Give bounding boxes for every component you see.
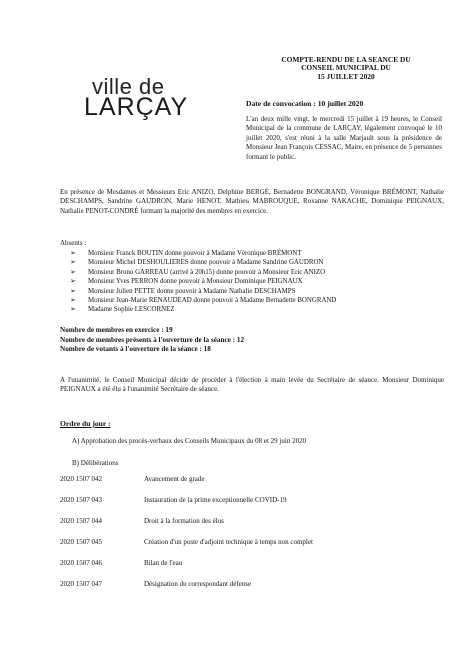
deliberation-label: Instauration de la prime exceptionnelle COVID-19: [144, 496, 287, 504]
absent-text: Monsieur Michel DESHOULIERES donne pouvoir à Madame Sandrine GAUDRON: [88, 259, 324, 267]
logo-line-1: ville de: [92, 74, 165, 99]
list-item: [60, 296, 336, 305]
absent-text: Monsieur Franck BOUTIN donne pouvoir à Madame Véronique BRÉMONT: [88, 250, 302, 257]
absent-text: Monsieur Bruno GARREAU (arrivé à 20h15) donne pouvoir à Monsieur Eric ANIZO: [88, 268, 326, 276]
deliberation-number: 2020 1507 043: [60, 496, 102, 504]
count-line: Nombre de membres présents à l'ouverture de la séance : 12: [60, 335, 245, 344]
list-item: [60, 287, 336, 296]
absents-list: [60, 249, 336, 315]
deliberation-label: Bilan de l'eau: [144, 559, 183, 567]
arrow-bullet-icon: ➢: [70, 296, 76, 305]
presence-paragraph: En présence de Mesdames et Messieurs Eric ANIZO, Delphine BERGÉ, Bernadette BONGRAND, Véronique BRÉMONT, Nathalie DESCHAMPS, Sandrine GAUDRON, Marie HENOT, Mathieu MABROUQUE, Roxanne NAKACHE, Dominique PEIGNAUX, Nathalie PENOT-CONDRÉ formant la majorité des membres en exercice.: [60, 188, 444, 215]
list-item: [60, 305, 336, 314]
arrow-bullet-icon: ➢: [70, 286, 76, 295]
town-logo: [84, 74, 189, 128]
list-item: [60, 268, 336, 277]
absent-text: Monsieur Jean-Marie RENAUDEAD donne pouvoir à Madame Bernadette BONGRAND: [88, 297, 337, 305]
deliberation-label: Droit à la formation des élus: [144, 517, 224, 525]
convocation-date: Date de convocation : 10 juillet 2020: [246, 99, 364, 108]
arrow-bullet-icon: ➢: [70, 249, 76, 257]
logo-line-2: LARÇAY: [84, 93, 189, 121]
deliberation-label: Avancement de grade: [144, 475, 205, 483]
list-item: [60, 258, 336, 267]
arrow-bullet-icon: ➢: [70, 267, 76, 276]
absent-text: Monsieur Julien PETTE donne pouvoir à Madame Nathalie DESCHAMPS: [88, 287, 296, 295]
deliberation-label: Création d'un poste d'adjoint technique à temps non complet: [144, 538, 313, 546]
document-title: [246, 56, 446, 81]
absent-text: Madame Sophie LESCORNEZ: [88, 306, 175, 314]
title-line: CONSEIL MUNICIPAL DU: [301, 63, 391, 73]
secretary-election-paragraph: A l'unanimité, le Conseil Municipal décide de procéder à l'élection à main levée du Secrétaire de séance. Monsieur Dominique PEIGNAUX a été élu à l'unanimité Secrétaire de séance.: [60, 376, 444, 394]
list-item: [60, 249, 336, 258]
arrow-bullet-icon: ➢: [70, 258, 76, 267]
arrow-bullet-icon: ➢: [70, 277, 76, 286]
deliberation-number: 2020 1507 047: [60, 580, 102, 588]
agenda-heading: Ordre du jour :: [60, 419, 111, 428]
agenda-item-b: B) Délibérations: [72, 459, 119, 467]
deliberation-label: Désignation du correspondant défense: [144, 580, 252, 588]
list-item: [60, 277, 336, 286]
title-line: COMPTE-RENDU DE LA SEANCE DU: [281, 55, 411, 64]
deliberation-number: 2020 1507 046: [60, 559, 102, 567]
absent-text: Monsieur Yves PERRON donne pouvoir à Monsieur Dominique PEIGNAUX: [88, 278, 303, 286]
intro-paragraph: L'an deux mille vingt, le mercredi 15 juillet à 19 heures, le Conseil Municipal de la commune de LARÇAY, légalement convoqué le 10 juillet 2020, s'est réuni à la salle Marjault sous la présidence de Monsieur Jean François CESSAC, Maire, en présence de 5 personnes formant le public.: [246, 115, 442, 161]
absents-heading: Absents :: [60, 239, 87, 247]
count-line: Nombre de membres en exercice : 19: [60, 326, 173, 334]
deliberation-number: 2020 1507 042: [60, 475, 102, 483]
count-line: Nombre de votants à l'ouverture de la séance : 18: [60, 345, 211, 354]
member-counts: [60, 326, 244, 355]
arrow-bullet-icon: ➢: [70, 305, 76, 314]
agenda-item-a: A) Approbation des procès-verbaux des Conseils Municipaux du 08 et 29 juin 2020: [72, 437, 307, 445]
deliberation-number: 2020 1507 045: [60, 538, 102, 546]
deliberation-number: 2020 1507 044: [60, 517, 102, 525]
title-line: 15 JUILLET 2020: [317, 71, 375, 81]
